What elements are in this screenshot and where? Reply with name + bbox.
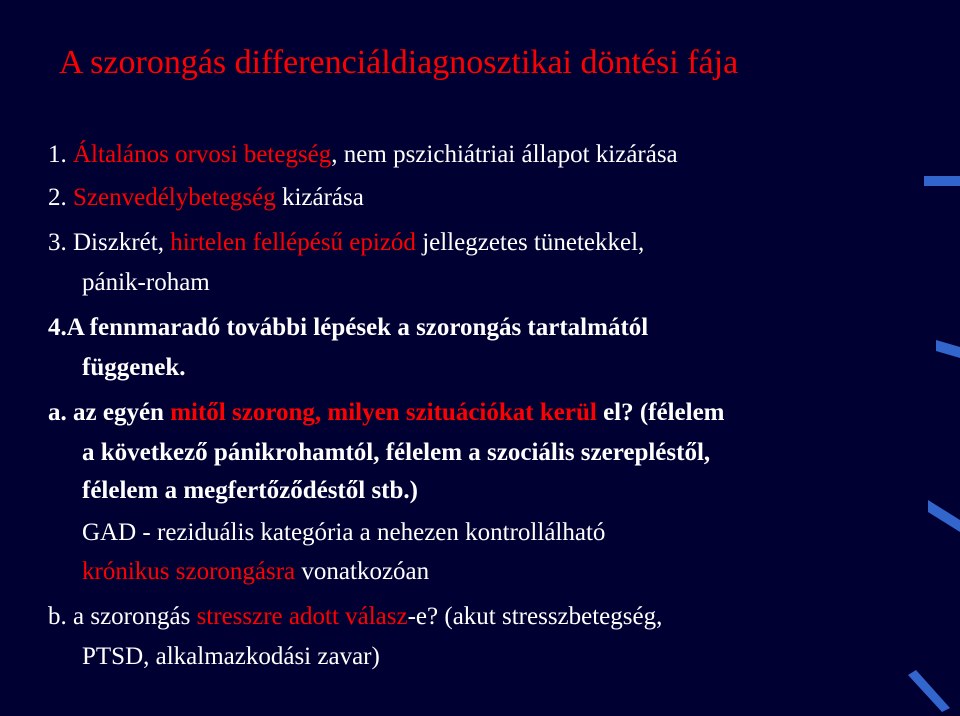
item-3-segment: hirtelen fellépésű epizód bbox=[170, 229, 416, 256]
item-2-segment: kizárása bbox=[275, 184, 364, 211]
stripe-4 bbox=[908, 670, 950, 712]
item-a-segment: mitől szorong, milyen szituációkat kerül bbox=[170, 399, 597, 426]
item-3-cont bbox=[82, 268, 210, 298]
item-a-segment: el? (félelem bbox=[596, 399, 725, 426]
item-1 bbox=[48, 140, 678, 170]
item-2-segment: 2. bbox=[48, 184, 73, 211]
item-1-segment: , nem pszichiátriai állapot kizárása bbox=[331, 141, 678, 168]
item-b-segment: b. a szorongás bbox=[48, 603, 197, 630]
item-4-cont-segment: függenek. bbox=[82, 354, 186, 381]
item-3-cont-segment: pánik-roham bbox=[82, 269, 210, 296]
item-2 bbox=[48, 183, 364, 213]
item-a-cont-1-segment: a következő pánikrohamtól, félelem a szociális szerepléstől, bbox=[82, 439, 711, 466]
item-a-segment: a. az egyén bbox=[48, 399, 171, 426]
item-4 bbox=[48, 313, 648, 343]
item-b-segment: -e? (akut stresszbetegség, bbox=[407, 603, 663, 630]
item-a-cont-2 bbox=[82, 476, 418, 506]
stripe-1 bbox=[924, 176, 960, 186]
item-1-segment: 1. bbox=[48, 141, 73, 168]
item-2-segment: Szenvedélybetegség bbox=[73, 184, 276, 211]
item-a-cont-2-segment: félelem a megfertőződéstől stb.) bbox=[82, 477, 418, 504]
item-3-segment: 3. Diszkrét, bbox=[48, 229, 171, 256]
item-b-cont bbox=[82, 642, 380, 672]
stripe-2 bbox=[936, 340, 960, 358]
item-a-cont-1 bbox=[82, 438, 710, 468]
item-b-cont-segment: PTSD, alkalmazkodási zavar) bbox=[82, 643, 380, 670]
item-3-segment: jellegzetes tünetekkel, bbox=[415, 229, 645, 256]
slide-title: A szorongás differenciáldiagnosztikai döntési fája bbox=[59, 44, 739, 81]
item-1-segment: Általános orvosi betegség bbox=[73, 141, 332, 168]
item-gad-segment: GAD - reziduális kategória a nehezen kontrollálható bbox=[82, 519, 606, 546]
stripe-3 bbox=[928, 500, 960, 532]
item-3 bbox=[48, 228, 644, 258]
item-4-cont bbox=[82, 353, 185, 383]
item-4-segment: 4.A fennmaradó további lépések a szorongás tartalmától bbox=[48, 314, 649, 341]
item-a bbox=[48, 398, 725, 428]
item-gad bbox=[82, 518, 605, 548]
item-b bbox=[48, 602, 662, 632]
item-b-segment: stresszre adott válasz bbox=[196, 603, 408, 630]
item-gad-cont-segment: krónikus szorongásra bbox=[82, 558, 296, 585]
item-gad-cont bbox=[82, 557, 429, 587]
item-gad-cont-segment: vonatkozóan bbox=[295, 558, 430, 585]
